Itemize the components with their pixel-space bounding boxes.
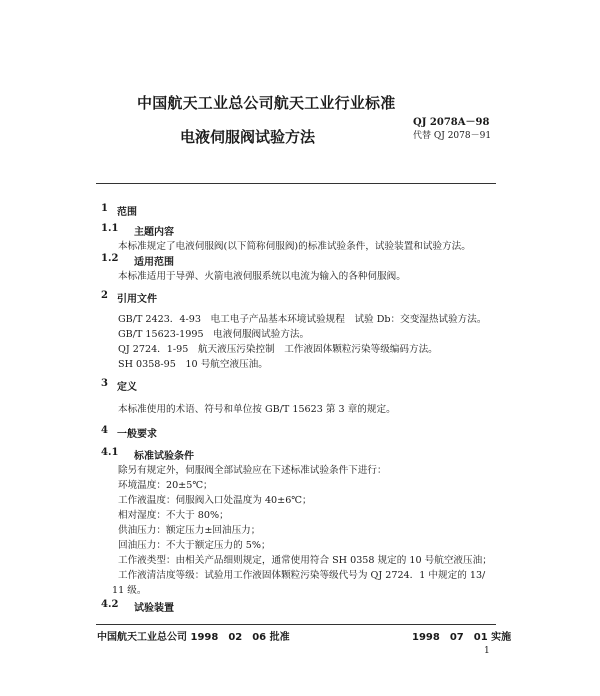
section-4-2-num: 4.2 [101,599,119,610]
header-divider [96,183,496,184]
condition-line: 工作液类型：由相关产品细则规定，通常使用符合 SH 0358 规定的 10 号航空液压油； [118,555,492,566]
section-4-num: 4 [101,425,108,436]
standard-org: 中国航天工业总公司航天工业行业标准 [137,94,396,112]
page-number: 1 [484,646,490,656]
section-1-1-text: 本标准规定了电液伺服阀(以下简称伺服阀)的标准试验条件，试验装置和试验方法。 [118,241,471,252]
section-1-2-text: 本标准适用于导弹、火箭电液伺服系统以电流为输入的各种伺服阀。 [118,271,406,282]
standard-code: QJ 2078A－98 [413,117,490,128]
reference-item: GB/T 2423．4-93 电工电子产品基本环境试验规程 试验 Db：交变湿热试验方法。 [118,314,487,325]
approval-line: 中国航天工业总公司 1998 02 06 批准 [97,632,290,643]
section-4-1-title: 标准试验条件 [134,451,194,462]
reference-item: SH 0358-95 10 号航空液压油。 [118,359,268,370]
section-4-1-num: 4.1 [101,447,119,458]
section-1-1-title: 主题内容 [134,227,174,238]
section-4-2-title: 试验装置 [134,603,174,614]
section-2-num: 2 [101,290,108,301]
definition-text: 本标准使用的术语、符号和单位按 GB/T 15623 第 3 章的规定。 [118,404,396,415]
section-3-num: 3 [101,378,108,389]
condition-line: 供油压力：额定压力±回油压力； [118,525,261,536]
condition-line: 相对湿度：不大于 80%； [118,510,229,521]
section-3-title: 定义 [117,382,137,393]
reference-item: QJ 2724．1-95 航天液压污染控制 工作液固体颗粒污染等级编码方法。 [118,344,438,355]
section-1-1-num: 1.1 [101,223,119,234]
condition-line: 工作液清洁度等级：试验用工作液固体颗粒污染等级代号为 QJ 2724．1 中规定的 13/ [118,570,486,581]
condition-line: 环境温度：20±5℃； [118,480,213,491]
reference-item: GB/T 15623-1995 电液伺服阀试验方法。 [118,329,310,340]
condition-line: 除另有规定外，伺服阀全部试验应在下述标准试验条件下进行： [118,465,387,476]
section-1-2-num: 1.2 [101,253,119,264]
condition-line: 11 级。 [112,585,147,596]
section-1-title: 范围 [117,207,137,218]
section-1-num: 1 [101,203,108,214]
section-4-title: 一般要求 [117,429,157,440]
document-title: 电液伺服阀试验方法 [180,128,316,146]
replaces-note: 代替 QJ 2078－91 [413,131,492,141]
condition-line: 回油压力：不大于额定压力的 5%； [118,540,271,551]
condition-line: 工作液温度：伺服阀入口处温度为 40±6℃； [118,495,312,506]
implementation-line: 1998 07 01 实施 [412,632,512,643]
footer-divider [96,624,496,625]
section-2-title: 引用文件 [117,294,157,305]
section-1-2-title: 适用范围 [134,257,174,268]
